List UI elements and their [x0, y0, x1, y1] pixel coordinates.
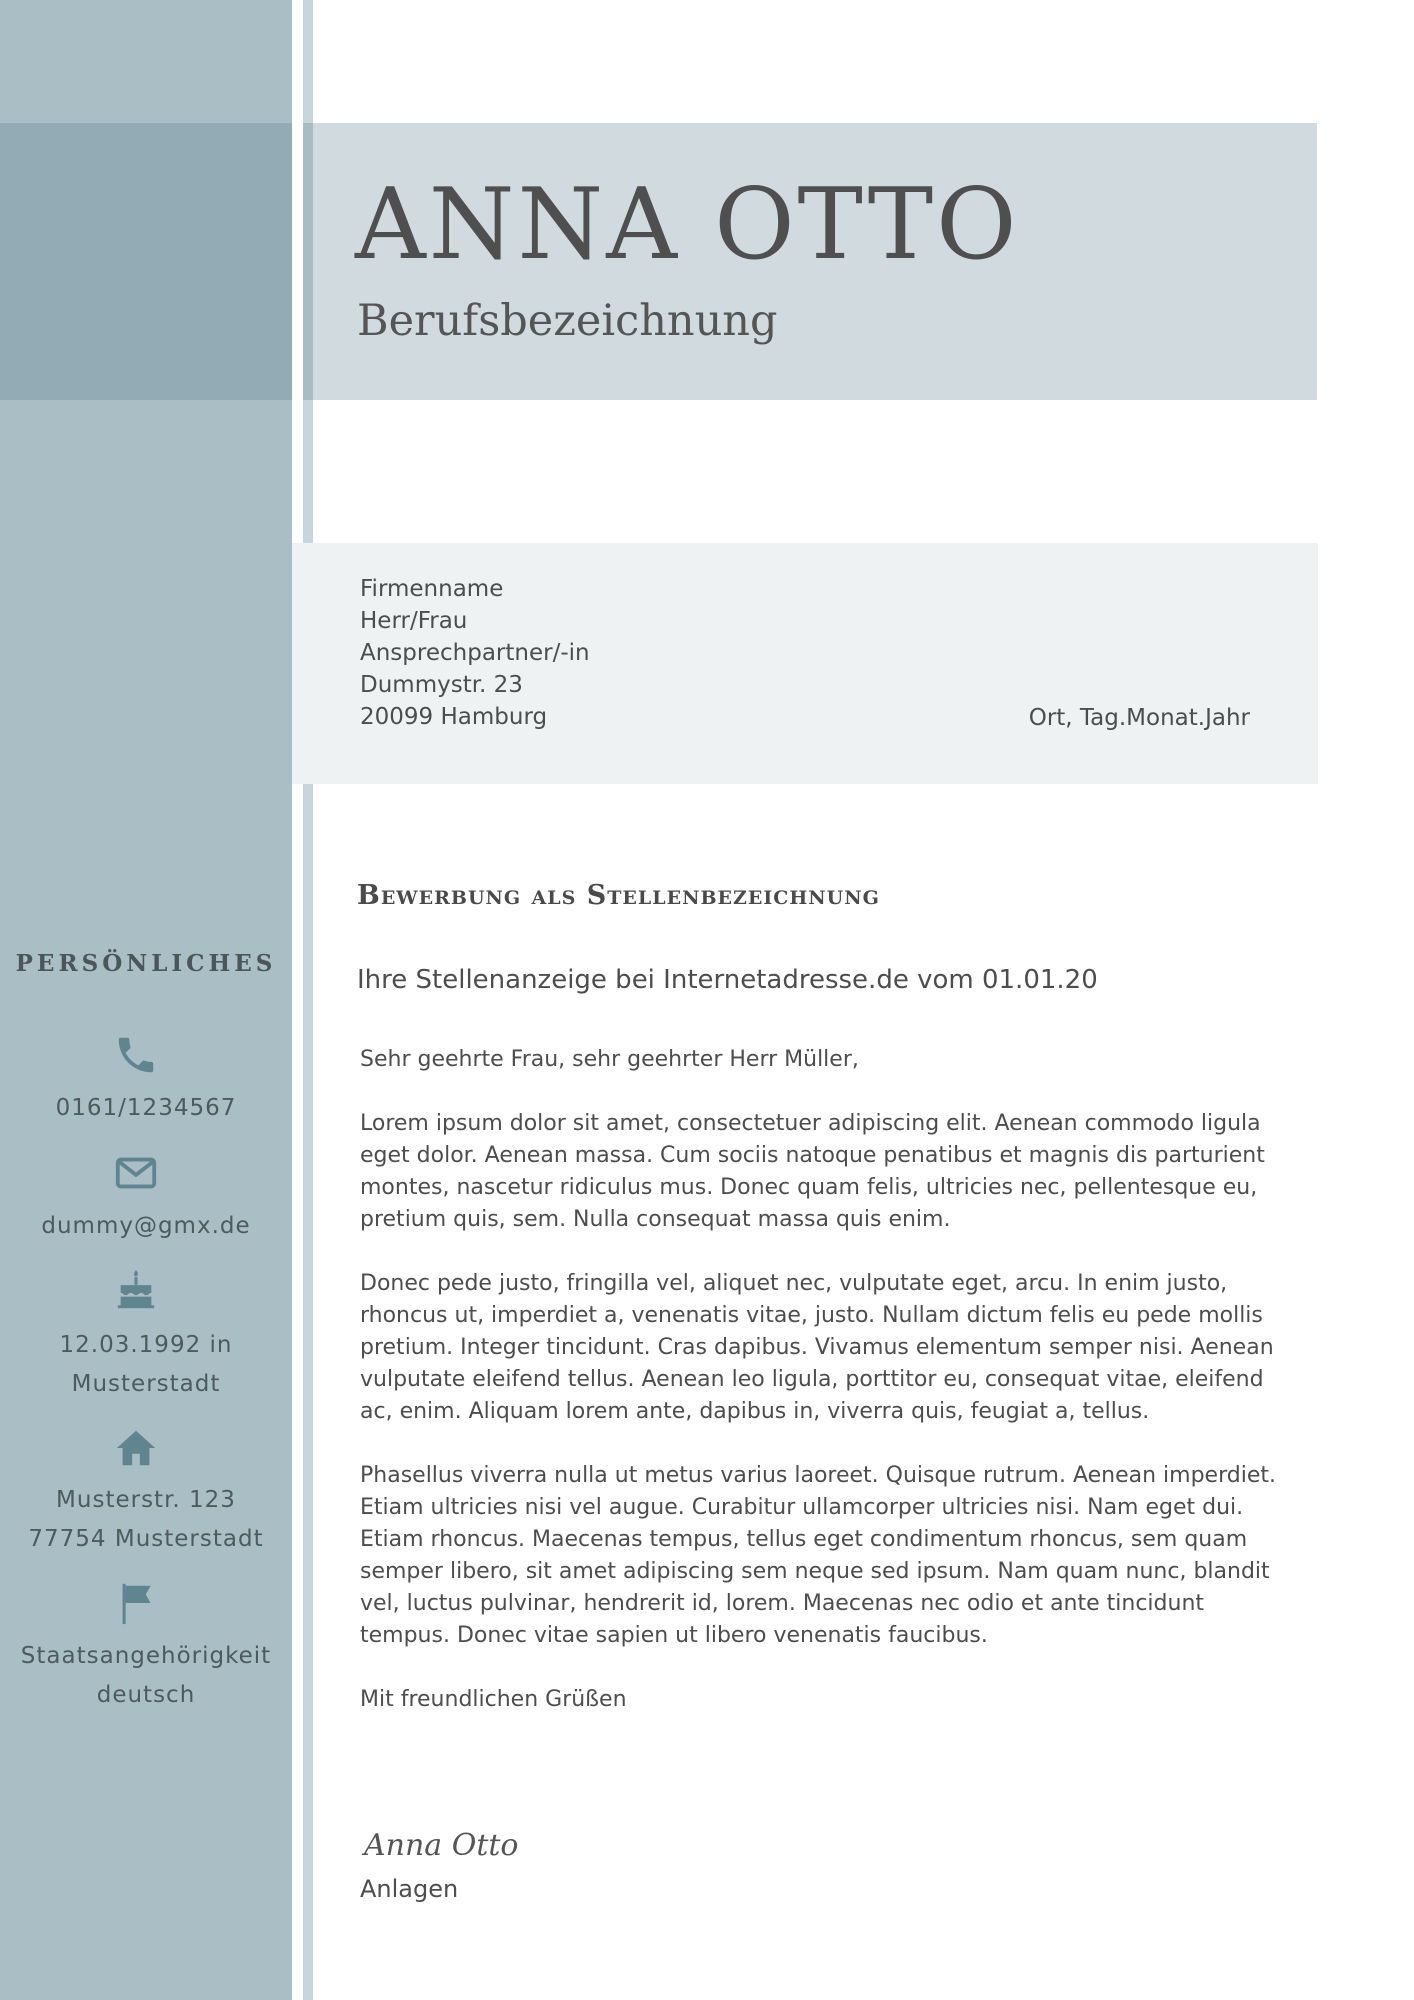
- letter-reference: Ihre Stellenanzeige bei Internetadresse.de vom 01.01.20: [357, 965, 1098, 995]
- vertical-rule-header-segment: [303, 123, 313, 400]
- recipient-contact: Ansprechpartner/-in: [360, 640, 590, 666]
- personal-section-title: PERSÖNLICHES: [15, 950, 277, 977]
- letter-paragraph: Donec pede justo, fringilla vel, aliquet nec, vulputate eget, arcu. In enim justo, rhoncus ut, imperdiet a, venenatis vitae, justo. Nullam dictum felis eu pede mollis pretium. Integer tincidunt. Cras dapibus. Vivamus elementum semper nisi. Aenean vulputate eleifend tellus. Aenean leo ligula, porttitor eu, consequat vitae, eleifend ac, enim. Aliquam lorem ante, dapibus in, viverra quis, feugiat a, tellus.: [360, 1271, 1274, 1424]
- address-street: Musterstr. 123: [56, 1487, 236, 1513]
- letter-subject: Bewerbung als Stellenbezeichnung: [357, 880, 880, 911]
- recipient-address: [360, 573, 590, 733]
- sidebar-header-block: [0, 123, 292, 400]
- birthday-cake-icon: [113, 1266, 159, 1312]
- mail-icon: [113, 1150, 159, 1196]
- email-address: dummy@gmx.de: [41, 1213, 251, 1239]
- letter-date: Ort, Tag.Monat.Jahr: [1028, 705, 1250, 731]
- signature: Anna Otto: [364, 1828, 519, 1863]
- letter-paragraph: Lorem ipsum dolor sit amet, consectetuer adipiscing elit. Aenean commodo ligula eget dolor. Aenean massa. Cum sociis natoque penatibus et magnis dis parturient montes, nascetur ridiculus mus. Donec quam felis, ultricies nec, pellentesque eu, pretium quis, sem. Nulla consequat massa quis enim.: [360, 1111, 1265, 1232]
- letter-closing: Mit freundlichen Grüßen: [360, 1687, 627, 1712]
- job-title: Berufsbezeichnung: [357, 296, 778, 346]
- attachments-label: Anlagen: [360, 1875, 459, 1903]
- recipient-salutation: Herr/Frau: [360, 608, 468, 634]
- postal-address: [0, 1481, 292, 1559]
- birth-date: 12.03.1992 in: [59, 1332, 233, 1358]
- birth-info: [0, 1326, 292, 1404]
- address-city: 77754 Musterstadt: [28, 1526, 264, 1552]
- letter-paragraph: Phasellus viverra nulla ut metus varius laoreet. Quisque rutrum. Aenean imperdiet. Etiam ultricies nisi vel augue. Curabitur ullamcorper ultricies nisi. Nam eget dui. Etiam rhoncus. Maecenas tempus, tellus eget condimentum rhoncus, sem quam semper libero, sit amet adipiscing sem neque sed ipsum. Nam quam nunc, blandit vel, luctus pulvinar, hendrerit id, lorem. Maecenas nec odio et ante tincidunt tempus. Donec vitae sapien ut libero venenatis faucibus.: [360, 1463, 1276, 1648]
- recipient-street: Dummystr. 23: [360, 672, 523, 698]
- recipient-company: Firmenname: [360, 576, 504, 602]
- home-icon: [113, 1425, 159, 1471]
- letter-body: [360, 1044, 1280, 1748]
- nationality-info: [0, 1637, 292, 1715]
- phone-number: 0161/1234567: [55, 1095, 237, 1121]
- letter-salutation: Sehr geehrte Frau, sehr geehrter Herr Müller,: [360, 1047, 859, 1072]
- applicant-name: ANNA OTTO: [355, 168, 1020, 282]
- flag-icon: [113, 1580, 159, 1626]
- nationality-label: Staatsangehörigkeit: [20, 1643, 272, 1669]
- recipient-city: 20099 Hamburg: [360, 704, 548, 730]
- nationality-value: deutsch: [96, 1682, 196, 1708]
- phone-icon: [113, 1032, 159, 1078]
- birth-place: Musterstadt: [71, 1371, 221, 1397]
